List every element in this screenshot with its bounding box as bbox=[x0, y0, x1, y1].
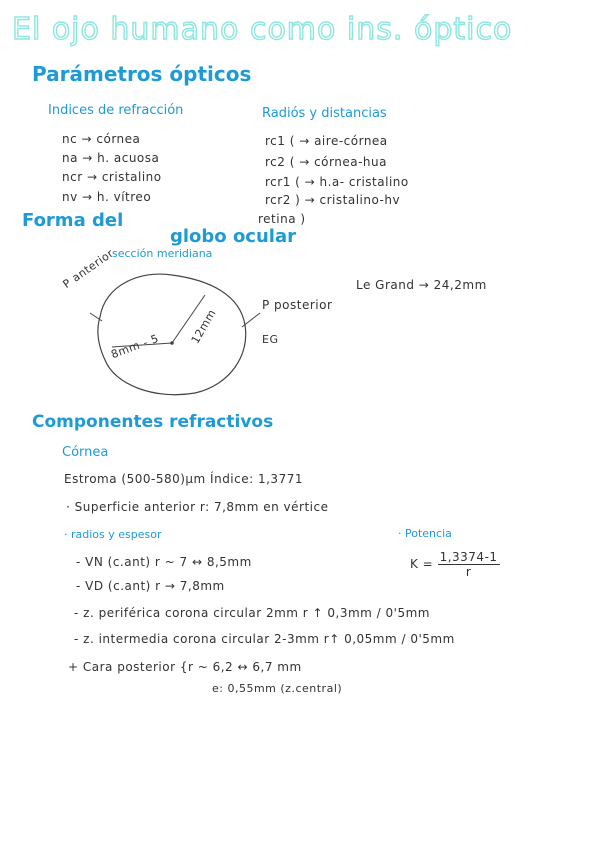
radio-line: - VN (c.ant) r ~ 7 ↔ 8,5mm bbox=[76, 555, 252, 569]
radios-espesor-heading: · radios y espesor bbox=[64, 528, 162, 541]
eye-globe-diagram bbox=[60, 255, 280, 415]
parametros-heading: Parámetros ópticos bbox=[32, 62, 252, 86]
posterior-pointer bbox=[242, 313, 260, 327]
indice-item: ncr → cristalino bbox=[62, 170, 162, 184]
label-posterior: P posterior bbox=[262, 298, 333, 312]
estroma-line: Estroma (500-580)μm Índice: 1,3771 bbox=[64, 472, 303, 486]
radio-line: - VD (c.ant) r → 7,8mm bbox=[76, 579, 225, 593]
componentes-heading: Componentes refractivos bbox=[32, 412, 274, 432]
potencia-formula bbox=[410, 550, 500, 579]
label-eg: EG bbox=[262, 333, 279, 346]
indice-item: nc → córnea bbox=[62, 132, 141, 146]
potencia-heading: · Potencia bbox=[398, 527, 452, 540]
espesor-line: e: 0,55mm (z.central) bbox=[212, 682, 343, 695]
center-point bbox=[170, 341, 174, 345]
radio-item: rc1 ( → aire-córnea bbox=[265, 134, 388, 148]
radios-heading: Radiós y distancias bbox=[262, 106, 387, 121]
radio-line: + Cara posterior {r ~ 6,2 ↔ 6,7 mm bbox=[68, 660, 302, 674]
forma-subheading: sección meridiana bbox=[112, 247, 213, 260]
superficie-line: · Superficie anterior r: 7,8mm en vértice bbox=[66, 500, 329, 514]
indices-heading: Indices de refracción bbox=[48, 103, 184, 118]
radio-item: rc2 ( → córnea-hua bbox=[265, 155, 387, 169]
legrand-note: Le Grand → 24,2mm bbox=[356, 278, 487, 292]
cornea-heading: Córnea bbox=[62, 445, 109, 460]
potencia-lhs: K = bbox=[410, 557, 434, 571]
label-radius-1: 8mm - 5 bbox=[109, 331, 161, 362]
page-title: El ojo humano como ins. óptico bbox=[12, 12, 513, 47]
forma-heading-a: Forma del bbox=[22, 210, 124, 231]
forma-heading-b: globo ocular bbox=[170, 226, 296, 247]
potencia-fraction bbox=[438, 550, 500, 579]
indice-item: nv → h. vítreo bbox=[62, 190, 152, 204]
radio-item: rcr1 ( → h.a- cristalino bbox=[265, 175, 409, 189]
radio-item: retina ) bbox=[258, 212, 306, 226]
label-radius-2: 12mm bbox=[188, 307, 219, 346]
indice-item: na → h. acuosa bbox=[62, 151, 160, 165]
radio-line: - z. periférica corona circular 2mm r ↑ 0,3mm / 0'5mm bbox=[74, 606, 430, 620]
potencia-numerator: 1,3374-1 bbox=[439, 550, 498, 564]
radio-item: rcr2 ) → cristalino-hv bbox=[265, 193, 401, 207]
label-anterior: P anterior bbox=[60, 246, 117, 291]
potencia-denominator: r bbox=[465, 565, 472, 579]
radio-line: - z. intermedia corona circular 2-3mm r↑ 0,05mm / 0'5mm bbox=[74, 632, 455, 646]
globe-outline bbox=[98, 274, 246, 395]
